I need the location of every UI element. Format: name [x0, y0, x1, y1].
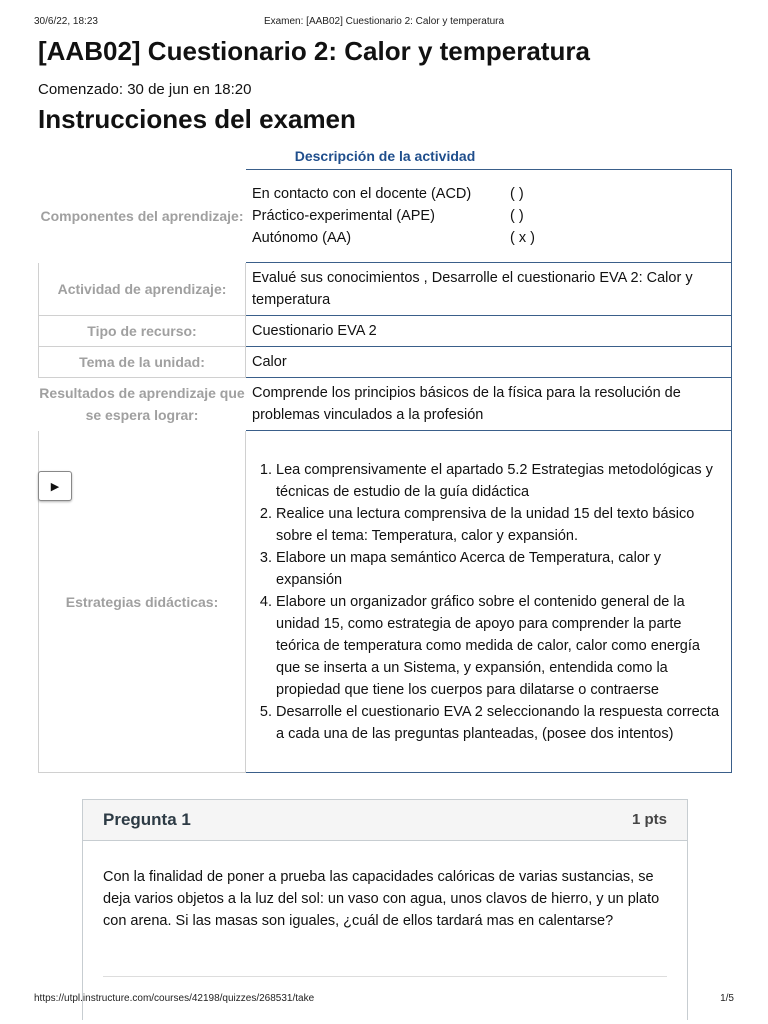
component-mark: ( ) [510, 186, 524, 202]
component-item [252, 227, 725, 249]
row-learning-activity [39, 263, 732, 316]
row-components [39, 170, 732, 263]
row-unit-topic [39, 347, 732, 378]
print-page-number: 1/5 [720, 993, 734, 1004]
row-resource-type [39, 316, 732, 347]
resource-type-value: Cuestionario EVA 2 [246, 316, 732, 347]
row-strategies [39, 431, 732, 773]
question-text: Con la finalidad de poner a prueba las capacidades calóricas de varias sustancias, se deja varios objetos a la luz del sol: un vaso con agua, unos clavos de hierro, y un plato con arena. Si las masas son iguales, ¿cuál de ellos tardará mas en calentarse? [103, 869, 660, 929]
strategy-item: 2. Realice una lectura comprensiva de la unidad 15 del texto básico sobre el tema: Temperatura, calor y expansión. [276, 503, 725, 547]
component-name: Autónomo (AA) [252, 230, 352, 246]
component-item [252, 205, 725, 227]
play-button[interactable] [38, 471, 72, 501]
learning-activity-value: Evalué sus conocimientos , Desarrolle el cuestionario EVA 2: Calor y temperatura [246, 263, 732, 316]
strategy-item: 4. Elabore un organizador gráfico sobre el contenido general de la unidad 15, como estrategia de apoyo para comprender la parte teórica de temperatura como medida de calor, calor como energía que se inserta a un Sistema, y expansión, entendida como la propiedad que tiene los cuerpos para dilatarse o contraerse [276, 591, 725, 701]
started-time: Comenzado: 30 de jun en 18:20 [38, 81, 252, 98]
activity-description-heading: Descripción de la actividad [294, 148, 476, 164]
print-footer [34, 993, 734, 1007]
print-page-title: Examen: [AAB02] Cuestionario 2: Calor y temperatura [263, 16, 505, 27]
question-header [83, 800, 687, 841]
resource-type-label: Tipo de recurso: [39, 316, 246, 347]
component-name: Práctico-experimental (APE) [252, 208, 435, 224]
component-mark: ( x ) [510, 230, 535, 246]
component-name: En contacto con el docente (ACD) [252, 186, 472, 202]
component-item [252, 183, 725, 205]
component-mark: ( ) [510, 208, 524, 224]
print-datetime: 30/6/22, 18:23 [34, 16, 98, 27]
play-icon: ▶ [50, 480, 60, 493]
expected-results-label: Resultados de aprendizaje que se espera lograr: [39, 378, 246, 431]
instructions-heading: Instrucciones del examen [38, 104, 356, 134]
unit-topic-label: Tema de la unidad: [39, 347, 246, 378]
question-title: Pregunta 1 [103, 810, 191, 829]
print-url: https://utpl.instructure.com/courses/42198/quizzes/268531/take [34, 993, 315, 1004]
strategies-label: Estrategias didácticas: [39, 431, 246, 773]
question-points: 1 pts [631, 811, 667, 828]
row-expected-results [39, 378, 732, 431]
print-header [34, 16, 734, 30]
strategies-list [252, 459, 725, 745]
learning-activity-label: Actividad de aprendizaje: [39, 263, 246, 316]
expected-results-value: Comprende los principios básicos de la física para la resolución de problemas vinculados a la profesión [246, 378, 732, 431]
quiz-title: [AAB02] Cuestionario 2: Calor y temperatura [38, 36, 590, 66]
unit-topic-value: Calor [246, 347, 732, 378]
components-cell [246, 170, 732, 263]
strategy-item: 3. Elabore un mapa semántico Acerca de Temperatura, calor y expansión [276, 547, 725, 591]
activity-table [38, 169, 732, 773]
question-card [82, 799, 688, 1020]
strategies-cell [246, 431, 732, 773]
question-divider [103, 976, 667, 977]
strategy-item: 1. Lea comprensivamente el apartado 5.2 Estrategias metodológicas y técnicas de estudio de la guía didáctica [276, 459, 725, 503]
components-label: Componentes del aprendizaje: [39, 170, 246, 263]
strategy-item: 5. Desarrolle el cuestionario EVA 2 seleccionando la respuesta correcta a cada una de las preguntas planteadas, (posee dos intentos) [276, 701, 725, 745]
